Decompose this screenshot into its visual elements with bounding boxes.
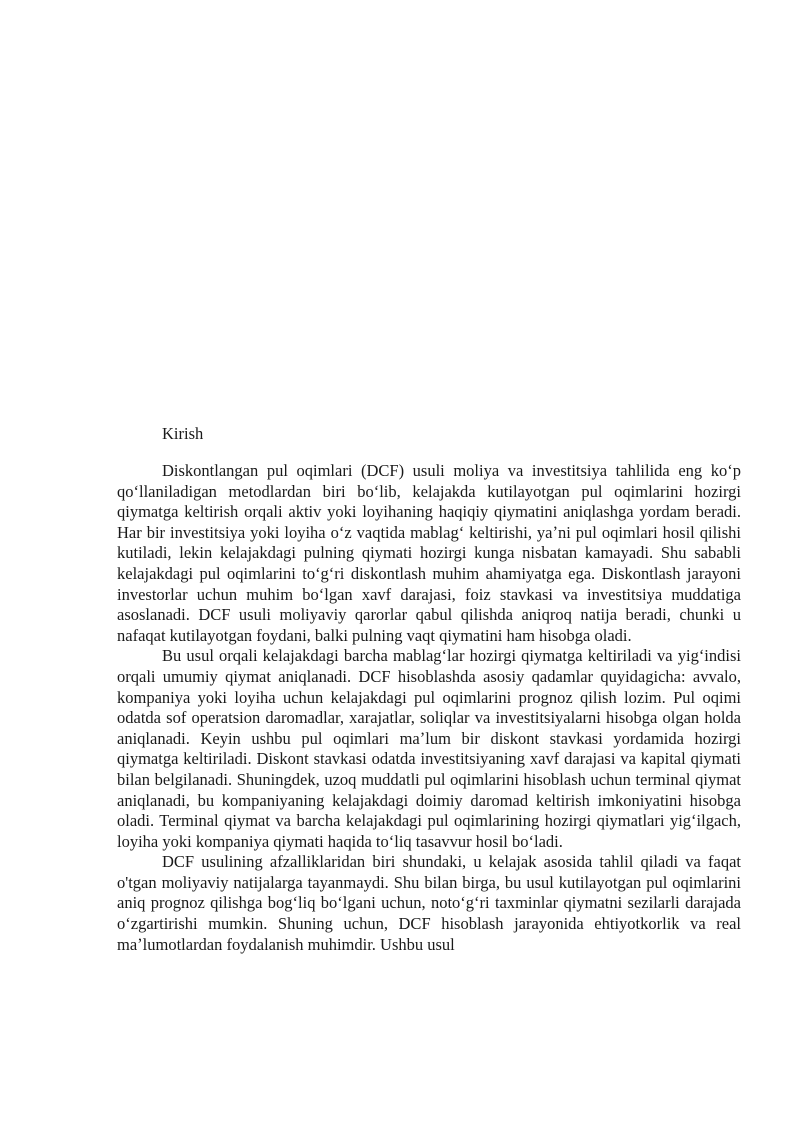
- paragraph-2: Bu usul orqali kelajakdagi barcha mablagʻlar hozirgi qiymatga keltiriladi va yigʻindisi orqali umumiy qiymat aniqlanadi. DCF hisoblashda asosiy qadamlar quyidagicha: avvalo, kompaniya yoki loyiha uchun kelajakdagi pul oqimlarini prognoz qilish lozim. Pul oqimi odatda sof operatsion daromadlar, xarajatlar, soliqlar va investitsiyalarni hisobga olgan holda aniqlanadi. Keyin ushbu pul oqimlari maʼlum bir diskont stavkasi yordamida hozirgi qiymatga keltiriladi. Diskont stavkasi odatda investitsiyaning xavf darajasi va kapital qiymati bilan belgilanadi. Shuningdek, uzoq muddatli pul oqimlarini hisoblash uchun terminal qiymat aniqlanadi, bu kompaniyaning kelajakdagi doimiy daromad keltirish imkoniyatini hisobga oladi. Terminal qiymat va barcha kelajakdagi pul oqimlarining hozirgi qiymatlari yigʻilgach, loyiha yoki kompaniya qiymati haqida toʻliq tasavvur hosil boʻladi.: [117, 646, 741, 851]
- section-heading: Kirish: [162, 424, 204, 443]
- document-body: [117, 421, 741, 955]
- paragraph-3: DCF usulining afzalliklaridan biri shundaki, u kelajak asosida tahlil qiladi va faqat o'tgan moliyaviy natijalarga tayanmaydi. Shu bilan birga, bu usul kutilayotgan pul oqimlarini aniq prognoz qilishga bogʻliq boʻlgani uchun, notoʻgʻri taxminlar qiymatni sezilarli darajada oʻzgartirishi mumkin. Shuning uchun, DCF hisoblash jarayonida ehtiyotkorlik va real maʼlumotlardan foydalanish muhimdir. Ushbu usul: [117, 852, 741, 954]
- paragraph-1: Diskontlangan pul oqimlari (DCF) usuli moliya va investitsiya tahlilida eng koʻp qoʻllaniladigan metodlardan biri boʻlib, kelajakda kutilayotgan pul oqimlarini hozirgi qiymatga keltirish orqali aktiv yoki loyihaning haqiqiy qiymatini aniqlashga yordam beradi. Har bir investitsiya yoki loyiha oʻz vaqtida mablagʻ keltirishi, yaʼni pul oqimlari hosil qilishi kutiladi, lekin kelajakdagi pulning qiymati hozirgi kunga nisbatan kamayadi. Shu sababli kelajakdagi pul oqimlarini toʻgʻri diskontlash muhim ahamiyatga ega. Diskontlash jarayoni investorlar uchun muhim boʻlgan xavf darajasi, foiz stavkasi va investitsiya muddatiga asoslanadi. DCF usuli moliyaviy qarorlar qabul qilishda aniqroq natija beradi, chunki u nafaqat kutilayotgan foydani, balki pulning vaqt qiymatini ham hisobga oladi.: [117, 461, 741, 645]
